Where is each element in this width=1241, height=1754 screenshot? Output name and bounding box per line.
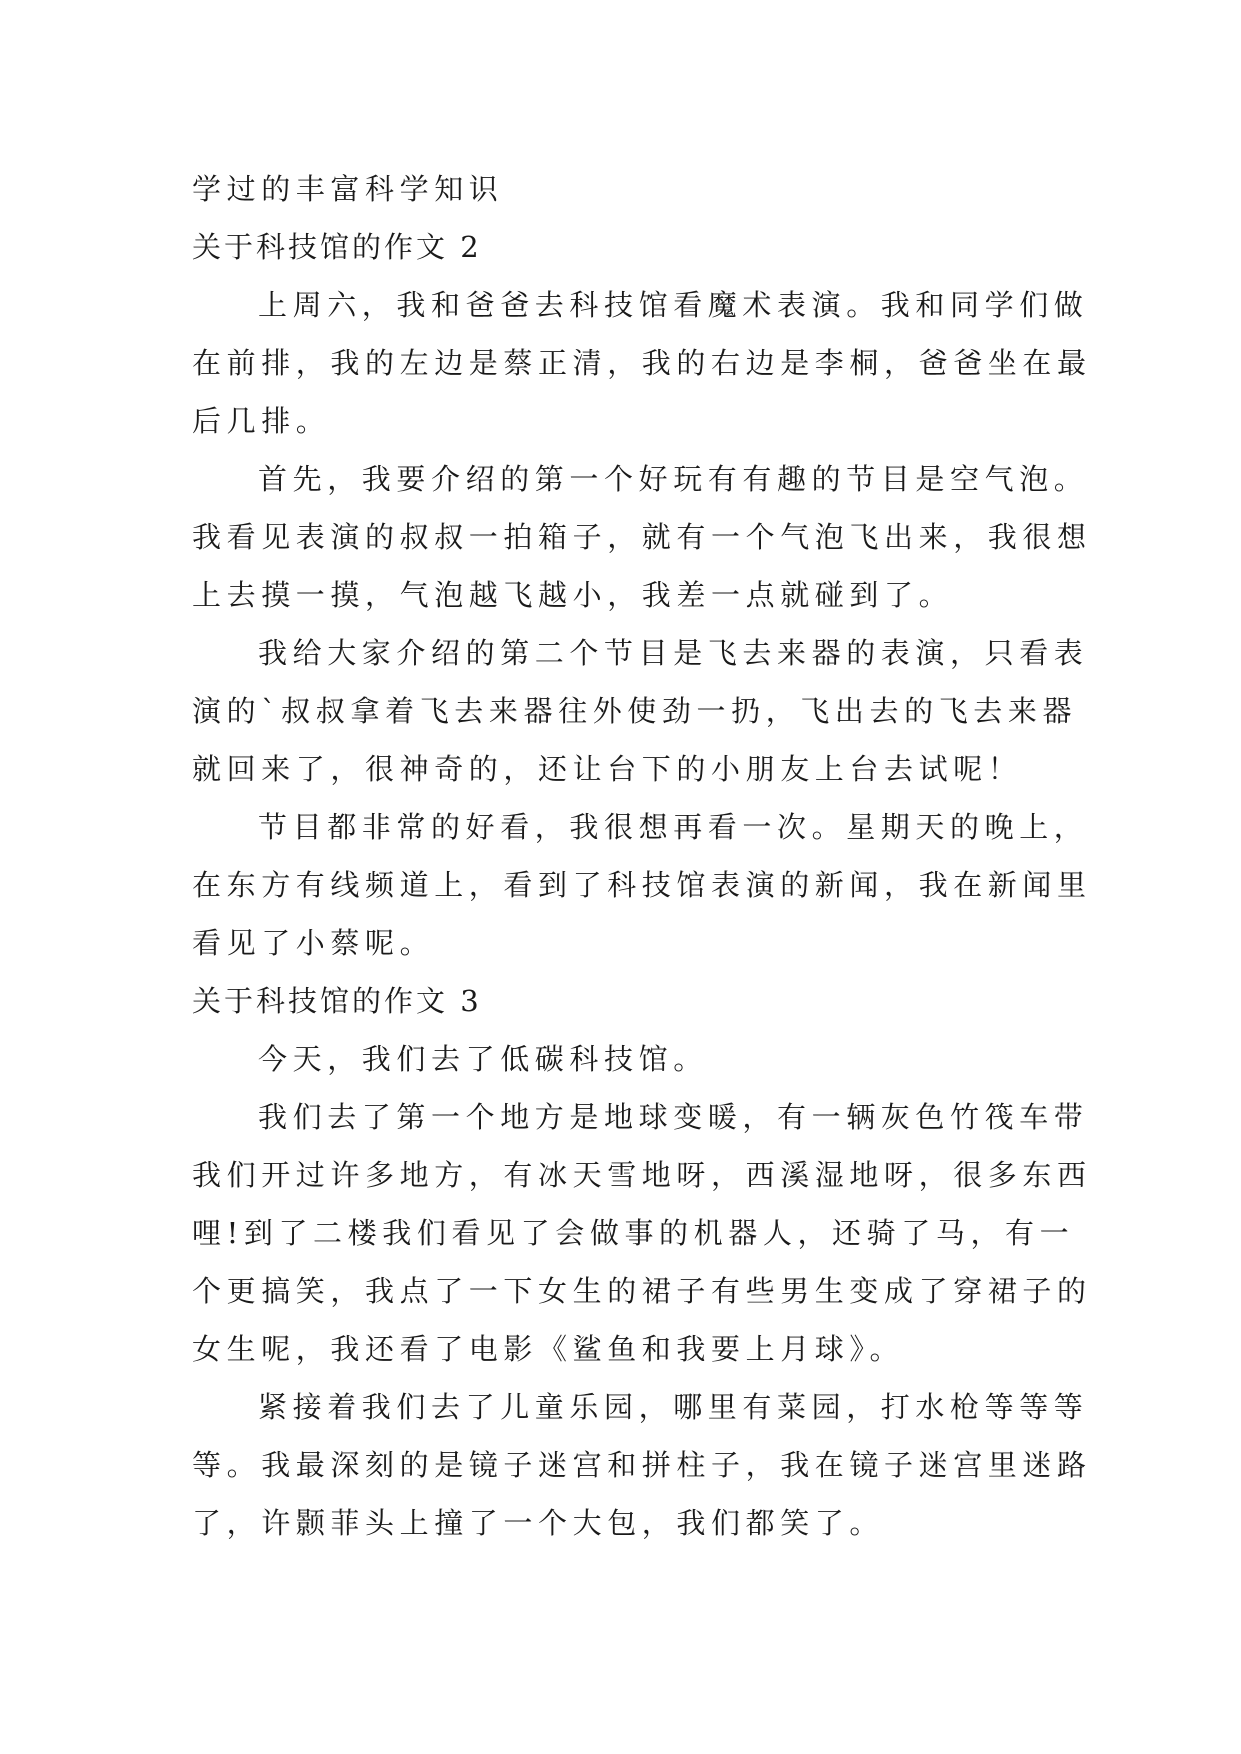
text-line: 后几排。 bbox=[192, 404, 331, 438]
text-line: 就回来了，很神奇的，还让台下的小朋友上台去试呢！ bbox=[192, 752, 1023, 786]
text-line: 等。我最深刻的是镜子迷宫和拼柱子，我在镜子迷宫里迷路 bbox=[192, 1448, 1092, 1482]
text-line: 我看见表演的叔叔一拍箱子，就有一个气泡飞出来，我很想 bbox=[192, 520, 1092, 554]
document-page bbox=[192, 160, 1092, 1552]
text-line: 我们去了第一个地方是地球变暖，有一辆灰色竹筏车带 bbox=[258, 1100, 1089, 1134]
text-line: 看见了小蔡呢。 bbox=[192, 926, 435, 960]
text-line: 女生呢，我还看了电影《鲨鱼和我要上月球》。 bbox=[192, 1332, 905, 1366]
text-line: 哩!到了二楼我们看见了会做事的机器人，还骑了马，有一 bbox=[192, 1216, 1075, 1250]
text-line: 首先，我要介绍的第一个好玩有有趣的节目是空气泡。 bbox=[258, 462, 1089, 496]
text-line: 我们开过许多地方，有冰天雪地呀，西溪湿地呀，很多东西 bbox=[192, 1158, 1092, 1192]
text-line: 了，许颢菲头上撞了一个大包，我们都笑了。 bbox=[192, 1506, 885, 1540]
text-line: 在前排，我的左边是蔡正清，我的右边是李桐，爸爸坐在最 bbox=[192, 346, 1092, 380]
text-line: 紧接着我们去了儿童乐园，哪里有菜园，打水枪等等等 bbox=[258, 1390, 1089, 1424]
text-line: 演的`叔叔拿着飞去来器往外使劲一扔，飞出去的飞去来器 bbox=[192, 694, 1078, 728]
section-heading: 关于科技馆的作文 2 bbox=[192, 230, 482, 264]
text-line: 节目都非常的好看，我很想再看一次。星期天的晚上， bbox=[258, 810, 1089, 844]
text-line: 今天，我们去了低碳科技馆。 bbox=[258, 1042, 708, 1076]
text-line: 上去摸一摸，气泡越飞越小，我差一点就碰到了。 bbox=[192, 578, 954, 612]
text-line: 我给大家介绍的第二个节目是飞去来器的表演，只看表 bbox=[258, 636, 1089, 670]
text-line: 在东方有线频道上，看到了科技馆表演的新闻，我在新闻里 bbox=[192, 868, 1092, 902]
text-line: 上周六，我和爸爸去科技馆看魔术表演。我和同学们做 bbox=[258, 288, 1089, 322]
section-heading: 关于科技馆的作文 3 bbox=[192, 984, 482, 1018]
text-line: 个更搞笑，我点了一下女生的裙子有些男生变成了穿裙子的 bbox=[192, 1274, 1092, 1308]
text-line: 学过的丰富科学知识 bbox=[192, 172, 504, 206]
